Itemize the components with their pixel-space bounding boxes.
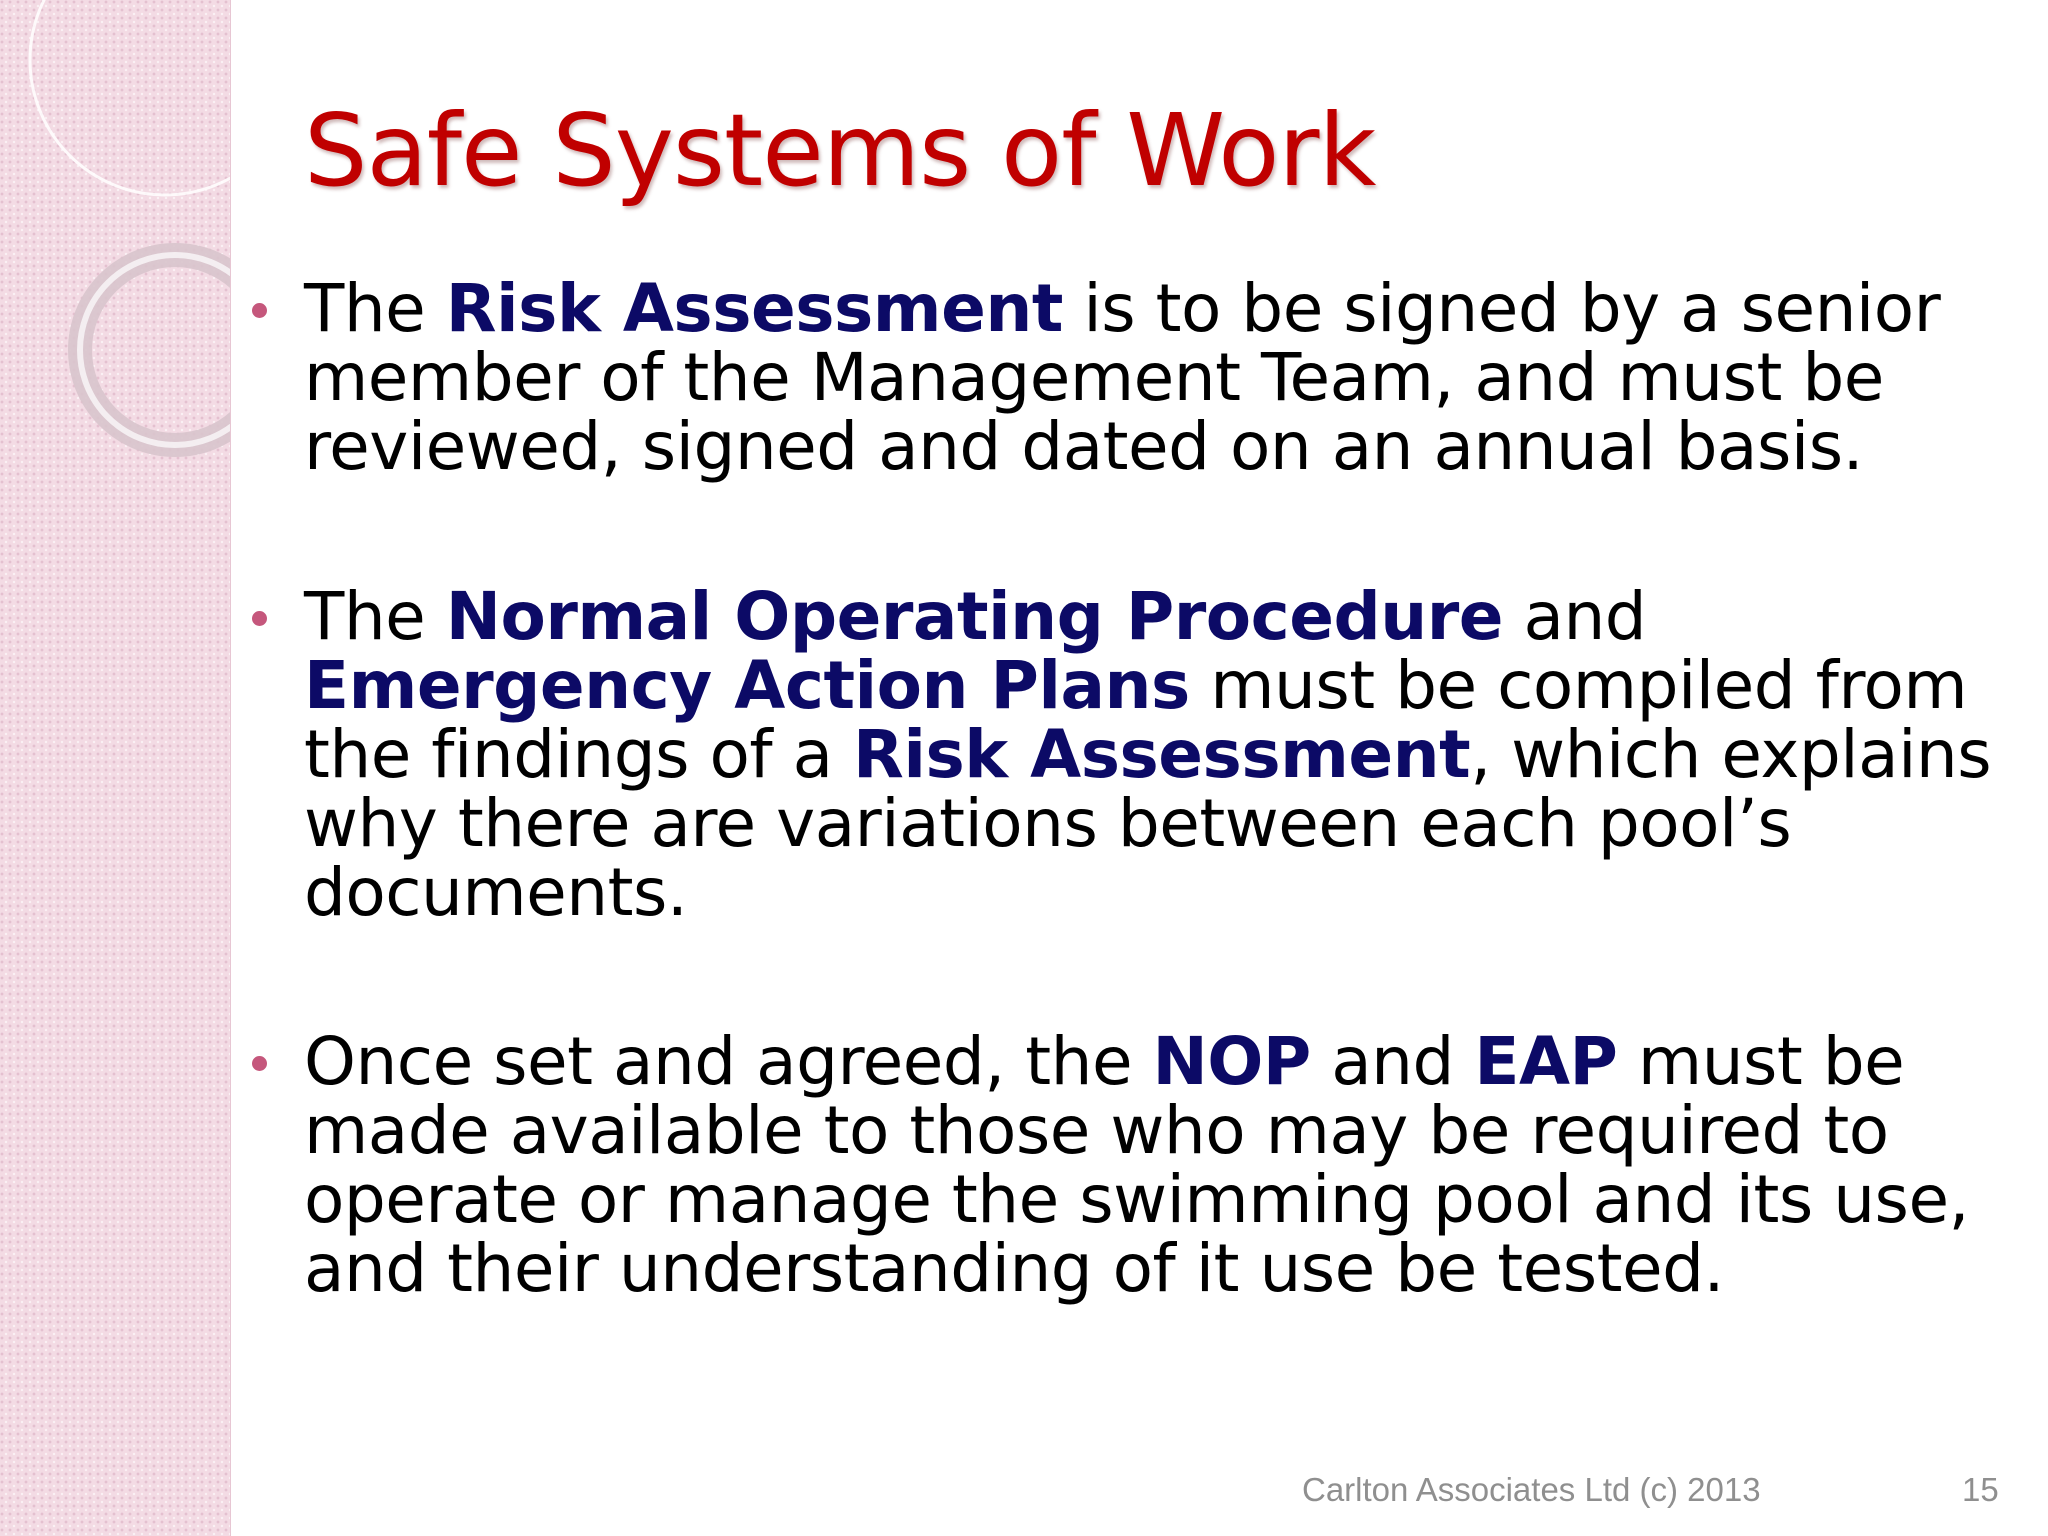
body-text: , which explains [1470, 716, 1992, 793]
bullet-text-line [304, 339, 2004, 416]
bullet-item-3 [304, 1023, 2004, 1307]
body-text: made available to those who may be required to [304, 1092, 1889, 1169]
body-text: and [1310, 1023, 1475, 1100]
bullet-text-line [304, 1023, 2004, 1100]
slide-number: 15 [1962, 1471, 1999, 1508]
decorative-rings [0, 0, 230, 520]
bullet-text-line [304, 716, 2004, 793]
body-text: The [304, 578, 446, 655]
body-text: documents. [304, 854, 688, 931]
decorative-sidebar [0, 0, 231, 1536]
emphasis-text: Risk Assessment [853, 716, 1471, 793]
bullet-dot-icon [252, 1056, 267, 1071]
emphasis-text: NOP [1152, 1023, 1311, 1100]
bullet-text-line [304, 578, 2004, 655]
emphasis-text: Emergency Action Plans [304, 647, 1190, 724]
emphasis-text: Normal Operating Procedure [445, 578, 1504, 655]
bullet-item-1 [304, 270, 2004, 485]
body-text: must be [1617, 1023, 1905, 1100]
bullet-text-line [304, 854, 2004, 931]
bullet-dot-icon [252, 611, 267, 626]
bullet-text-line [304, 647, 2004, 724]
bullet-text-line [304, 1161, 2004, 1238]
bullet-dot-icon [252, 303, 267, 318]
body-text: must be compiled from [1189, 647, 1968, 724]
bullet-text-line [304, 1092, 2004, 1169]
footer-copyright: Carlton Associates Ltd (c) 2013 [1302, 1471, 1761, 1508]
emphasis-text: Risk Assessment [445, 270, 1063, 347]
bullet-text-line [304, 408, 2004, 485]
body-text: reviewed, signed and dated on an annual basis. [304, 408, 1864, 485]
bullet-text-line [304, 270, 2004, 347]
bullet-text-line [304, 1230, 2004, 1307]
body-text: and [1503, 578, 1647, 655]
body-text: and their understanding of it use be tested. [304, 1230, 1724, 1307]
emphasis-text: EAP [1474, 1023, 1618, 1100]
slide-title: Safe Systems of Work [304, 92, 1376, 209]
body-text: Once set and agreed, the [304, 1023, 1153, 1100]
bullet-item-2 [304, 578, 2004, 931]
bullet-text-line [304, 785, 2004, 862]
body-text: The [304, 270, 446, 347]
body-text: operate or manage the swimming pool and its use, [304, 1161, 1970, 1238]
body-text: member of the Management Team, and must be [304, 339, 1884, 416]
body-text: why there are variations between each pool’s [304, 785, 1792, 862]
body-text: is to be signed by a senior [1062, 270, 1941, 347]
body-text: the findings of a [304, 716, 854, 793]
